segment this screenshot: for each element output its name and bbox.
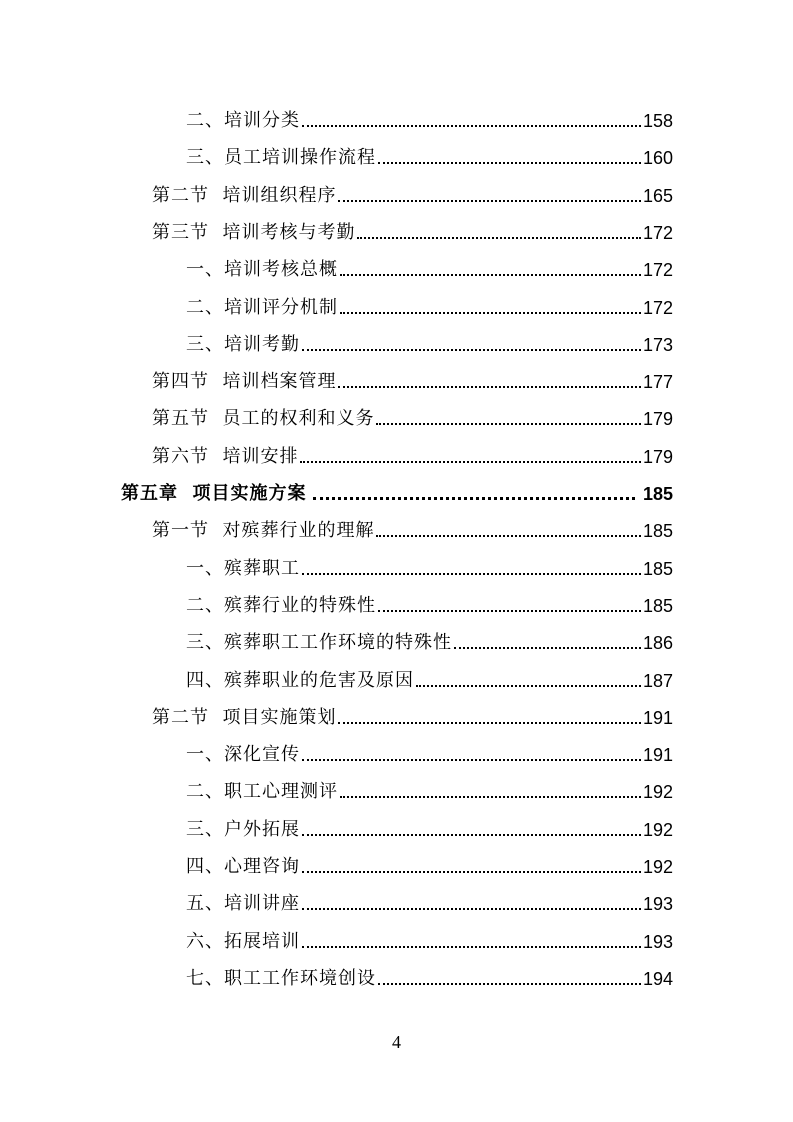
toc-entry-title: 第五节 员工的权利和义务 xyxy=(152,408,375,429)
toc-entry-page: 191 xyxy=(642,708,673,728)
dot-leader xyxy=(378,610,641,612)
toc-entry xyxy=(186,253,673,281)
dot-leader xyxy=(302,946,641,948)
dot-leader xyxy=(302,573,641,575)
toc-entry-title: 第二节 培训组织程序 xyxy=(152,185,337,206)
toc-entry-page: 173 xyxy=(642,335,673,355)
toc-entry xyxy=(186,664,673,692)
toc-entry xyxy=(186,813,673,841)
toc-entry-title: 第三节 培训考核与考勤 xyxy=(152,222,356,243)
toc-entry-title: 四、殡葬职业的危害及原因 xyxy=(186,670,414,691)
toc-entry-page: 172 xyxy=(642,260,673,280)
dot-leader xyxy=(376,423,641,425)
dot-leader xyxy=(302,125,641,127)
toc-entry-page: 165 xyxy=(642,186,673,206)
toc-entry xyxy=(186,552,673,580)
toc-entry-page: 192 xyxy=(642,782,673,802)
toc-entry-page: 192 xyxy=(642,820,673,840)
toc-entry-title: 一、殡葬职工 xyxy=(186,558,300,579)
toc-entry-page: 172 xyxy=(642,223,673,243)
toc-entry xyxy=(186,291,673,319)
dot-leader xyxy=(302,349,641,351)
dot-leader xyxy=(338,200,641,202)
toc-entry-title: 六、拓展培训 xyxy=(186,931,300,952)
dot-leader xyxy=(454,647,641,649)
toc-entry xyxy=(186,328,673,356)
dot-leader xyxy=(376,535,641,537)
toc-entry xyxy=(186,850,673,878)
toc-entry-title: 第四节 培训档案管理 xyxy=(152,371,337,392)
dot-leader xyxy=(300,461,641,463)
toc-chapter-entry xyxy=(121,477,673,505)
toc-entry xyxy=(152,216,673,244)
dot-leader xyxy=(302,908,641,910)
toc-entry-page: 192 xyxy=(642,857,673,877)
toc-entry-title: 二、殡葬行业的特殊性 xyxy=(186,595,376,616)
toc-entry xyxy=(186,589,673,617)
toc-entry-page: 158 xyxy=(642,111,673,131)
dot-leader xyxy=(340,274,641,276)
toc-entry-title: 一、深化宣传 xyxy=(186,744,300,765)
toc-entry xyxy=(186,962,673,990)
toc-entry xyxy=(152,179,673,207)
toc-entry-page: 185 xyxy=(642,521,673,541)
toc-entry xyxy=(152,440,673,468)
dot-leader xyxy=(340,312,641,314)
dot-leader xyxy=(313,497,635,500)
toc-entry-title: 一、培训考核总概 xyxy=(186,259,338,280)
toc-entry-title: 五、培训讲座 xyxy=(186,893,300,914)
toc-entry xyxy=(186,141,673,169)
dot-leader xyxy=(338,722,641,724)
toc-entry xyxy=(152,514,673,542)
toc-entry xyxy=(186,887,673,915)
toc-entry-page: 185 xyxy=(642,484,673,504)
toc-entry xyxy=(186,104,673,132)
toc-entry xyxy=(186,626,673,654)
toc-entry-page: 185 xyxy=(642,559,673,579)
dot-leader xyxy=(340,796,641,798)
toc-entry-title: 第六节 培训安排 xyxy=(152,446,299,467)
toc-entry-title: 二、培训分类 xyxy=(186,110,300,131)
toc-entry xyxy=(186,738,673,766)
toc-entry-title: 三、户外拓展 xyxy=(186,819,300,840)
toc-entry-page: 191 xyxy=(642,745,673,765)
dot-leader xyxy=(378,983,641,985)
toc-entry-page: 193 xyxy=(642,894,673,914)
toc-entry-title: 三、员工培训操作流程 xyxy=(186,147,376,168)
page-number: 4 xyxy=(392,1032,401,1052)
toc-entry-title: 二、培训评分机制 xyxy=(186,297,338,318)
toc-entry-title: 二、职工心理测评 xyxy=(186,781,338,802)
toc-entry-title: 四、心理咨询 xyxy=(186,856,300,877)
toc-entry xyxy=(186,775,673,803)
dot-leader xyxy=(302,759,641,761)
toc-entry-page: 160 xyxy=(642,148,673,168)
dot-leader xyxy=(302,871,641,873)
toc-entry-title: 三、殡葬职工工作环境的特殊性 xyxy=(186,632,452,653)
dot-leader xyxy=(378,162,641,164)
toc-entry-page: 177 xyxy=(642,372,673,392)
toc-entry-page: 172 xyxy=(642,298,673,318)
toc-entry xyxy=(152,365,673,393)
toc-entry-title: 第五章 项目实施方案 xyxy=(121,483,307,504)
dot-leader xyxy=(416,685,641,687)
toc-entry-page: 179 xyxy=(642,447,673,467)
toc-entry-page: 193 xyxy=(642,932,673,952)
toc-entry-title: 第一节 对殡葬行业的理解 xyxy=(152,520,375,541)
toc-entry-title: 七、职工工作环境创设 xyxy=(186,968,376,989)
toc-entry xyxy=(186,925,673,953)
dot-leader xyxy=(338,386,641,388)
toc-entry xyxy=(152,701,673,729)
toc-entry-title: 三、培训考勤 xyxy=(186,334,300,355)
toc-entry-page: 194 xyxy=(642,969,673,989)
toc-entry-page: 185 xyxy=(642,596,673,616)
dot-leader xyxy=(302,834,641,836)
toc-entry-title: 第二节 项目实施策划 xyxy=(152,707,337,728)
toc-entry xyxy=(152,402,673,430)
dot-leader xyxy=(357,237,641,239)
toc-entry-page: 187 xyxy=(642,671,673,691)
toc-entry-page: 186 xyxy=(642,633,673,653)
toc-entry-page: 179 xyxy=(642,409,673,429)
